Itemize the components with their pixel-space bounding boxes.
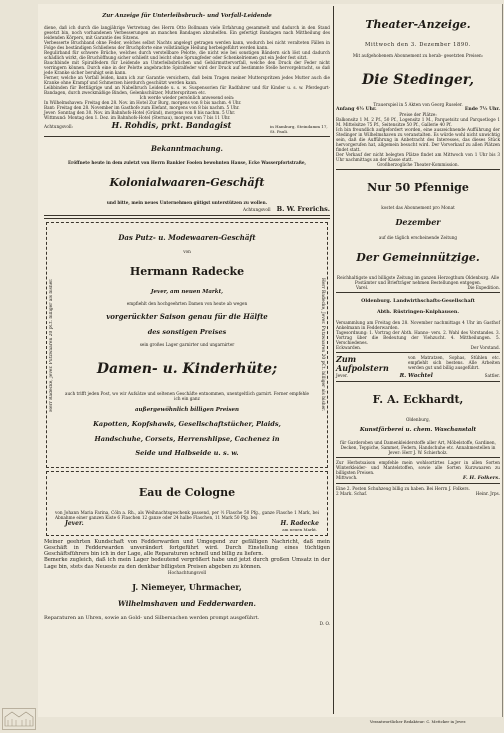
gemein-signature: Die Expedition. (467, 285, 500, 291)
zeitung-row (336, 491, 500, 496)
play-title: Die Stedinger, (362, 72, 474, 89)
month: Dezember (395, 217, 441, 228)
left-column (44, 7, 330, 626)
ad-paragraph: Ich werde wieder persönlich anwesend sein: (139, 95, 235, 100)
nur-title: Nur 50 Pfennige (367, 181, 469, 195)
ad-paragraph: diene, daß ich durch die langjährige Vertretung des Herrn Otto Bollmann viele Erfahrung gesammelt und dadurch in den Stand gesetzt bin, noch vorhandenen Verbesserungen an manchen Bandagen abzuhelfen. Ein gefertigt Bandagen nach Mittheilung des leidenden Körpers, mit Garantie des Sitzens. (44, 25, 330, 40)
lager-sig (336, 475, 500, 481)
nur-text: auf die täglich erscheinende Zeitung (378, 235, 458, 241)
putz-side-text: Herr Radecke, Jever. Putzwaaren 20 pCt. billiger als bisher. (320, 278, 325, 412)
putz-item: Seide und Halbseide u. s. w. (135, 449, 239, 458)
putz-ad (46, 222, 328, 468)
divider (336, 169, 500, 170)
aufpol-title: Zum Aufpolstern (336, 353, 389, 373)
ad-paragraph: Leibbinden für Bettlägrige und an Nabelbruch Leidende u. s. w. Suspensorien für Radfahrer und für Kinder u. s. w. Pferdegurt-Bandagen, durch zweckmäßige Binden, Gelenkschützer, Mutterspritzen etc. (44, 85, 330, 95)
putz-title: Das Putz- u. Modewaaren-Geschäft (118, 233, 256, 242)
putz-item: Handschuhe, Corsets, Herrenshlipse, Cachenez in (94, 434, 280, 443)
niem-text: Meiner geehrten Kundschaft von Fedderwarden und Umgegend zur gefälligen Nachricht, daß mein Geschäft in Fedderwarden unverändert fortgeführt wird. Durch Einstellung eines tüchtigen Geschäftsführers bin ich in der Lage, alle Reparaturen schnell und billig zu liefern. (44, 538, 330, 558)
eau-signature (55, 520, 319, 532)
landwirthschaft-ad (336, 298, 500, 350)
eck-business: Kunstfärberei u. chem. Waschanstalt (359, 427, 477, 434)
putz-place: Jever, am neuen Markt, (150, 289, 224, 295)
bek-sig-label: Achtungsvoll (243, 207, 271, 212)
niem-initials: D. O. (319, 620, 330, 626)
divider (336, 352, 500, 353)
olden-signature: Der Vorstand. (470, 344, 500, 350)
ad-date-line: Wittmund: Montag den 1. Dez. im Bahnhofs-Hotel (Sternau), morgens von 7 bis 11 Uhr. (44, 115, 231, 120)
olden-title: Oldenburg. Landwirthschafts-Gesellschaft (361, 297, 475, 304)
start-time: Anfang 4½ Uhr. (336, 107, 377, 113)
theater-title: Theater-Anzeige. (365, 18, 471, 31)
putz-text: auch trifft jeden Post, wo wir Aufsätze und seltenen Geschäfte entnommen, unentgeltlich garnirt. Ferner empfehle ich ein ganz (64, 391, 310, 401)
announce-text: Ich bin freundlich aufgefordert worden, eine auszeichnende Aufführung der Stedinger in Wilhelmshaven zu veranstalten. Es würde wohl nicht unwichtig sein, daß die Aufführung in Anbetracht des Interesses, das dieses Stück hervorgerufen hat, allgemein besucht wird. Der Vorverkauf zu allen Plätzen findet statt. (336, 127, 500, 153)
divider (44, 215, 330, 219)
subscription-ad (336, 181, 500, 290)
eau-sig2: am neuen Markt. (282, 526, 318, 532)
gemein-place: Varel. (356, 285, 369, 291)
niemeyer-ad (44, 539, 330, 626)
lager-name: F. H. Folkers. (462, 474, 500, 481)
putz-name: Hermann Radecke (129, 265, 245, 278)
olden-place: Eckwarden. (336, 344, 362, 350)
aufpol-sig (336, 373, 500, 379)
ad-date-line: In Wilhelmshaven: Freitag den 28. Nov. im Hotel Zur Burg, morgens von 8 bis nachm. 4 Uhr. (44, 100, 242, 105)
ad-date-line: Jever: Sonntag den 30. Nov. im Bahnhofs-Hotel (Gründ), morgens von 8 bis nachm. 5 Uhr. (44, 110, 236, 115)
aufpol-name: R. Wachtel (399, 372, 433, 379)
olden-subtitle: Abth. Rüstringen-Kniphausen. (376, 308, 460, 315)
aufpol-row (336, 355, 500, 373)
play-subtitle: Trauerspiel in 5 Akten von Georg Ruseler. (373, 102, 463, 108)
putz-highlight: außergewöhnlich billigen Preisen (134, 406, 239, 413)
lager-place: Mittwoch. (336, 474, 358, 480)
eckhardt-ad (336, 393, 500, 455)
bek-sig-name: B. W. Frerichs. (276, 205, 330, 213)
putz-highlight: vorgerückter Saison genau für die Hälfte (106, 311, 268, 321)
lager-text: Zur Herbstsaison empfehle mein wohlsortirtes Lager in allen Sorten Winterkleider- und Mantelstoffen, sowie alle Sorten Kurzwaaren zu billigsten Preisen. (336, 459, 500, 475)
niem-sig-label: Hochachtungsvoll (167, 569, 207, 575)
gemein-sig (336, 285, 500, 290)
eck-place: Oldenburg, (405, 416, 431, 422)
bandage-ad (44, 13, 330, 135)
bek-text: Eröffnete heute in dem zuletzt von Herrn Bankier Foolen bewohnten Hause, Ecke Wasserpfortstraße, (67, 160, 307, 165)
olden-text: Versammlung am Freitag den 28. November nachmittags 4 Uhr im Gasthof Ankelmann in Fedderwarden. (336, 319, 500, 330)
theater-text: Mit aufgehobenem Abonnement zu herab- gesetzten Preisen: (352, 53, 484, 59)
eau-sig: H. Radecke (280, 519, 319, 527)
zeitung-text: 2 Mark. Schaf. (336, 490, 368, 496)
ad-paragraph: Verbesserte Bruchband ohne Feder, welches selbst Nachts angelegt getragen werden kann, wodurch bei nicht veralteten Fällen in Folge des beständigen Schließens der Bruchpforte eine vollständige Heilung herbeigeführt werden kann. (44, 40, 330, 50)
ad-signature-row (44, 120, 330, 134)
bek-business: Kolonialwaaren-Geschäft (109, 176, 265, 189)
eau-title: Eau de Cologne (138, 485, 236, 499)
ad-date-line: Bant: Freitag den 28. November im Gasthofe zum Elefant, morgens von 8 bis nachm. 5 Uhr. (44, 105, 240, 110)
newspaper-name: Der Gemeinnützige. (356, 251, 480, 265)
ad-paragraph: Bauchbinde mit Spiralfedern für Leidende an Unterleibsbrüchen und Gebärmuttervorfall, welche den Druck der Feder nicht verringern können. Durch eine in der Pelotte angebrachte Spiralfeder wird der Druck auf bestimmte Stelle hervorgebracht, so daß jede Kranke sicher beruhigt sein kann. (44, 60, 330, 75)
divider (336, 457, 500, 458)
putz-from: von (183, 249, 191, 254)
ad-paragraph: Regulirband für schwere Brüche, welches durch verstellbare Pelotte, die nicht wie bei sonstigen Bändern sich löst und dadurch schädlich wirkt, die Bruchöffnung sicher schließt und leicht ohne Sprungfeder oder Schenkelriemen gut ein Jeder fest sitzt. (44, 50, 330, 60)
divider (336, 381, 500, 382)
putz-text: empfiehlt den hochgeehrten Damen von heute ab wegen (126, 300, 248, 306)
eau-de-cologne-ad (46, 471, 328, 536)
niem-place: Wilhelmshaven und Fedderwarden. (118, 598, 256, 608)
theater-sig: Großherzogliche Theater-Kommission. (377, 162, 459, 168)
theater-ad (336, 18, 500, 167)
signature-label: Achtungsvoll: (44, 124, 73, 129)
prices-text: Balkonsitz 1 M. 2 Pf., 50 Pf., Logensitz 1 M., Parquetsitz und Parquetloge 1 M. Mittelsitze 75 Pf., Seitensitze 50 Pf., Gallerie 40 Pf. (336, 117, 500, 128)
eau-text: von Johann Maria Farina, Cöln a. Rh., als Weihnachtsgeschenk passend, per ½ Flasche 50 Pfg., ganze Flasche 1 Mark, bei Abnahme einer ganzen Kiste 6 Flaschen 12 ganze oder 24 halbe Flaschen, 11 Mark 50 Pfg. bei (55, 509, 319, 520)
eau-place: Jever. (65, 519, 84, 527)
divider (44, 136, 330, 137)
column-divider (333, 6, 334, 714)
niem-name: J. Niemeyer, Uhrmacher, (132, 581, 242, 592)
olden-sig (336, 345, 500, 350)
zeitung-name: Heinr. Jrps. (475, 490, 500, 496)
announce-text: Der Verkauf der nicht belegten Plätze findet am Mittwoch von 1 Uhr bis 3 Uhr nachmittags an der Kasse statt. (336, 152, 500, 163)
gemein-text: Reichhaltigste und billigste Zeitung im ganzen Herzogthum Oldenburg. Alle Postämter und Briefträger nehmen Bestellungen entgegen. (336, 275, 500, 286)
folkers-ad (336, 460, 500, 481)
bek-text: und bitte, mein neues Unternehmen gütigst unterstützen zu wollen. (106, 200, 268, 205)
footer-editor: Verantwortlicher Redakteur: C. Mettcker in Jever. (369, 719, 467, 724)
aufpol-role: Sattler. (484, 372, 500, 378)
ad-paragraph: Ferner, welche an Vorfall leiden, kann ich zur Garantie versichern, daß beim Tragen meiner Mutterspritzen jedes Mutter auch die Kranke ohne Krampf und Schmerzen hierdurch geschützt werden kann. (44, 75, 330, 85)
aufpol-text: von Matratzen, Sophas, Stühlen etc. empfiehlt sich bestens. Alle Arbeiten werden gut und billig ausgeführt. (408, 354, 500, 370)
olden-text: Tagesordnung: 1. Vortrag der Abth. Hanno- vers. 2. Wahl des Vorstandes. 3. Vortrag über die Bedeutung der Viehzucht. 4. Mittheilungen. 5. Verschiedenes. (336, 329, 500, 345)
end-time: Ende 7½ Uhr. (464, 107, 500, 113)
eck-text: für Garderoben und Damenkleiderstoffe aller Art, Möbelstoffe, Gardinen, Decken, Teppiche, Sammet, Federn, Handschuhe etc. Annahmestellen in Jever: Herr J. W. Schierholz. (340, 439, 496, 455)
ad-title: Zur Anzeige für Unterleibsbruch- und Vorfall-Leidende (102, 12, 272, 19)
niem-text: Reparaturen an Uhren, sowie an Gold- und Silbersachen werden prompt ausgeführt. (44, 614, 260, 621)
putz-big: Damen- u. Kinderhüte; (96, 361, 278, 377)
archive-stamp (2, 708, 36, 730)
putz-text: sein großes Lager garnirter und ungarnirter (139, 342, 235, 347)
signature-place: in Hamburg, Steindamm 17, St. Pauli. (269, 124, 328, 134)
aufpolstern-ad (336, 355, 500, 379)
schuh-text: Eine 2. Posten Schuhzeug billig zu haben. Bei Herrn J. Folkers. (336, 485, 470, 491)
eck-title: F. A. Eckhardt, (372, 392, 464, 406)
bekanntmachung-ad (44, 144, 330, 213)
bek-title: Bekanntmachung. (151, 144, 223, 153)
putz-item: Kapotten, Kopfshawls, Gesellschaftstücher, Plaids, (93, 420, 281, 429)
putz-highlight: des sonstigen Preises (147, 327, 227, 336)
putz-side-text: Herr Radecke, Jever. Putzwaaren 20 pCt. billiger als bisher. (49, 278, 54, 412)
bek-signature (44, 205, 330, 213)
aufpol-place: Jever. (336, 372, 348, 378)
niem-text: Bemerke zugleich, daß ich mein Lager bedeutend vergrößert habe und jetzt durch großen Umsatz in der Lage bin, stets das Neueste zu den denkbar billigsten Preisen abgeben zu können. (44, 557, 330, 570)
signature-name: H. Rohdis, prkt. Bandagist (111, 120, 232, 130)
divider (336, 292, 500, 293)
divider (336, 483, 500, 484)
nur-text: kostet das Abonnement pro Monat (381, 205, 455, 211)
right-column (336, 7, 500, 496)
theater-date: Mittwoch den 3. Dezember 1890. (365, 42, 471, 48)
prices-title: Preise der Plätze: (399, 112, 437, 118)
